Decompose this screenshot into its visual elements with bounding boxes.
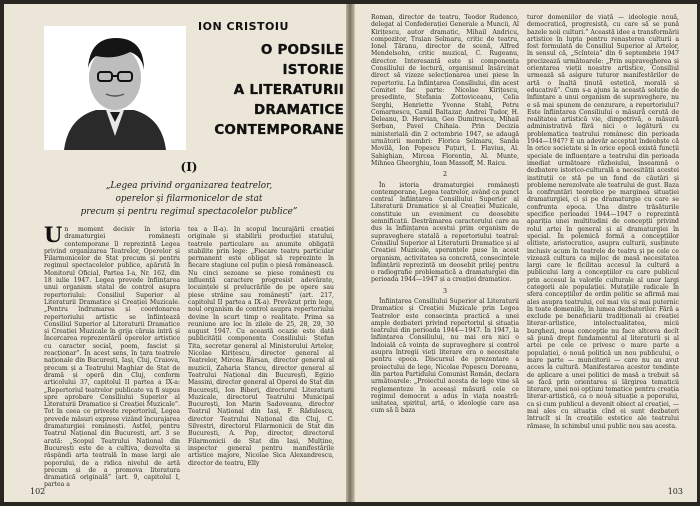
- right-column-2: [527, 14, 679, 492]
- title-line: A LITERATURII: [233, 82, 344, 98]
- section-number: 3: [442, 286, 448, 295]
- section-number: 2: [442, 170, 448, 179]
- paragraph: Roman, director de teatru, Teodor Rudenco, delegat al Confederației Generale a Muncii, Al Kirițescu, autor dramatic, Mihail Andricu, compozitor, Traian Șelmaru, critic de teatru, Ionel Țăranu, director de scenă, Alfred Mendelsohn, critic muzical, C. Rugeanu, director. Interesantă este și componența Consiliului de lectură, organismul însărcinat direct să vizeze selecționarea unei piese în repertoriu. La înființarea Consiliului, din acest Comitet fac parte: Nicolae Kirițescu, președinte, Ștefania Zottoviceanu, Celia Serghi, Henriette Yvonne Stahl, Petru Comarnescu, Camil Baltazar, Andrei Tudor, H. Deleanu, D. Hervian, Geo Dumitrescu, Mihail Șerban, Pavel Chihaia. Prin Decizia ministerială din 2 octombrie 1947, se adaugă următorii membri: Florica Șelmaru, Sanda Movilă, Ion Popescu Puțuri, I. Flavius, Al. Șahighian, Mircea Florentin, Al. Munte, Mihnea Gheorghiu, Ioan Massoff, M. Raicu.: [371, 14, 519, 167]
- portrait-illustration: [44, 26, 186, 150]
- page-number-left: 102: [30, 487, 46, 496]
- title-line: CONTEMPORANE: [214, 122, 344, 138]
- paragraph: turor domeniilor de viață — ideologie nouă, democratică, progresistă, cu care să se pună bazele noii culturi.” Această idee a transformării artistice în lupta pentru renașterea culturii a fost formulată de Consiliul Superior al Artelor, în sensul că, „Scînteia” din 6 septembrie 1947 precizează următoarele: „Prin supravegherea și orientarea vieții noastre artistice, Consiliul urmează să asigure tuturor manifestărilor de artă o înaltă ținută estetică, morală și educativă”. Cum s-a ajuns la această soluție de înființare a unui organism de supraveghere, nu e să mai spunem de cenzurare, a repertoriului? Este înființarea Consiliului o măsură cerută de realitatea artistică vie, dimpotrivă, o măsură administrativă fără nici o legătură cu problematica teatrului românesc din perioada 1944—1947? E un adevăr acceptat îndeobște că în orice societate și în orice epocă există funcții speciale de influențare a teatrului din perioada imediat următoare războiului, înseamnă o dezbatere istorico-culturală a necesității acestei instituții ce stă pe un fond de căutări și probleme nerezolvate ale teatrului de gust. Baza la confruntări teoretice pe marginea situației dramaturgiei, ci și pe dramaturgie cu care se confrunta epoca. Una dintre trăsăturile specifice perioadei 1944—1947 o reprezintă apariția unei multitudini de concepții privind rolul artei în general și al dramaturgiei în special. În polemică formă a concepțiilor elitiste, aristocratice, asupra culturii, susținute inclusiv acum în teatrele de teatru și pe cele ce vizează cultura ca mijloc de masă necesitatea largi care le ficilitau accesul la cultură a publicului larg a concepțiilor cu care publicul prin accesul la valorile culturale al unor largi categorii ale populației. Mutațiile radicale în sfera concepțiilor de ordin politic se afirmă mai ales asupra teatrului, cel mai viu și mai puternic în toate domeniile, în lumea dezbaterilor. Fără a exclude pe beneficiarii tradiționali ai creației literar-artistice, intelectualitatea, micii burghezi, noua concepție nu face altceva decît să pună drept fundamentul al literaturii și al artei pe cele ce privesc o mare parte a populației, o nouă politică un nou publicului, o mare parte — muncitorii — care nu au avut acces la cultură. Manifestarea acestor tendințe de aplicare a unei politici de masă a trebuit să se facă prin orientarea și lărgirea tematicii literare, unei noi opțiuni tematice pentru creația literar-artistică, ca o nouă situație a poporului, ca și cum publicul a devenit obiect al creației, — mai ales cu situația cînd ei sunt dezbateri întrucît și în creațiile estetice ale teatrului rămase, în schimbul unui public nou sau acesta.: [527, 14, 679, 430]
- book-gutter: [346, 4, 354, 502]
- left-column-2: [188, 226, 334, 488]
- author-name: ION CRISTOIU: [198, 20, 289, 33]
- title-line: DRAMATICE: [253, 102, 344, 118]
- drop-cap: U: [44, 226, 63, 247]
- page-number-right: 103: [667, 487, 683, 496]
- paragraph: tea a II-a). În scopul încurajării creației originale și stabilirii producției statului, teatrele particulare au anumite obligații stabilite prin lege: „Fiecare teatru particular permanent este obligat să reprezinte în fiecare stagiune cel puțin o piesă românească. Nu cinci sezoane se piese românești cu influență caractere progresist adevărate, locuințele și prelucrările de pe opere sau piese străine sau românești” (art. 217, capitolul II partea a IX-a). Prevăzut prin lege, noul organism de control asupra repertoriului devine în scurt timp o realitate. Prima sa reuniune are loc în zilele de 25, 28, 29, 30 august 1947. Cu această ocazie este dată publicității componența Consiliului: Ștefan Tita, secretar general al Ministerului Artelor, Nicolae Kirițescu, director general al Teatrelor, Mircea Bârsan, director general al muzicii, Zaharia Stancu, director general al Teatrului Național din București, Egizio Massini, director general al Operei de Stat din București, Ion Biberi, directorul Literaturii Muzicale, directorul Teatrului Municipal București, Ion Marin Sadoveanu, director Teatrul Național din Iași, F. Rădulescu, director Teatrului Național din Cluj, C. Silvestri, directorul Filarmonicii de Stat din București, A. Pop, director, directorul Filarmonicii de Stat din Iași, Mulține, inspector general pentru manifestările artistice majore, Nicolae Sica Alexandrescu, director de teatru, Elly: [188, 226, 334, 467]
- right-column-1: [371, 14, 519, 492]
- right-page: [354, 4, 697, 502]
- subtitle-line: „Legea privind organizarea teatrelor,: [105, 181, 273, 191]
- subtitle-line: operelor și filarmonicelor de stat: [115, 194, 263, 204]
- article-title: [196, 40, 344, 140]
- title-line: O PODSILE ISTORIE: [260, 42, 344, 78]
- author-photo: [44, 26, 186, 150]
- part-number: (I): [180, 160, 198, 174]
- paragraph: În istoria dramaturgiei românești contemporane, Legea teatrelor, având ca punct central înființarea Consiliului Superior al Literaturii Dramatice și al Creației Muzicale, constituie un eveniment cu deosebite semnificații. Destrămarea caracterului care au dus la înființarea acestui prim organism de supraveghere statală a repertoriului teatral: Consiliul Superior al Literaturii Dramatice și al Creației Muzicale, speranțele puse în acest organism, activitatea sa concretă, consecințele înființării reprezintă un deosebit prilej pentru o radiografie problematică a dramaturgiei din perioada 1944—1947 și a creației dramatice.: [371, 181, 519, 284]
- paragraph: n moment decisiv în istoria dramaturgiei românești contemporane îl reprezintă Legea privind organizarea Teatrelor, Operelor și Filarmonicelor de Stat precum și pentru regimul spectacolelor publice, apărută în Monitorul Oficial, Partea I-a, Nr. 162, din 18 iulie 1947. Legea prevede înființarea unui organism statal de control asupra repertoriului: Consiliul Superior al Literaturii Dramatice și Creației Muzicale. „Pentru îndrumarea și coordonarea repertoriului artistic se înființează Consiliul Superior al Literaturii Dramatice și Creației Muzicale în grija căruia intră și încercarea reprezentării operelor artistice cu caracter social, poem, fascist și reacționar”. În acest sens, în țara teatrele naționale din București, Iași, Cluj, Craiova, precum și a Teatrului Maghiar de Stat de dramă și operă din Cluj, conform articolului 37, capitolul II partea a IX-a: „Repertoriul teatrelor publicate va fi supus spre aprobare Consiliului Superior al Literaturii Dramatice și Creației Muzicale”. Tot în ceea ce privește repertoriul, Legea prevede măsuri exprese vizând încurajarea dramaturgiei românești. Astfel, pentru Teatrul Național din București, art. 3 se arată: „Scopul Teatrului Național din București este de a cultiva, dezvolta și răspândi arta teatrală în mase largi ale poporului, de a ridica nivelul de artă precum și de a promova literatura dramatică originală” (art. 9, capitolul I, partea a: [44, 226, 180, 488]
- paragraph: Înființarea Consiliului Superior al Literaturii Dramatice și Creației Muzicale prin Legea Teatrelor este consecința practică a unei ample dezbateri privind repertoriul și situația teatrului din perioada 1944—1947. În 1947, la înființarea Consiliului, nu mai era nici o îndoială că voința de supraveghere și control asupra întregii vieți literare era o necesitate pentru epoca. Discursul de prezentare a proiectului de lege, Nicolae Popescu Doreanu, din partea Partidului Comunist Român, declara următoarele: „Proiectul acesta de lege vine să reglementeze în aceeași măsură cele ce regimul democrat a adus în viața noastră: unitatea, spiritul, artă, o ideologie care așa cum să îi baza: [371, 297, 519, 415]
- left-column-1: [44, 226, 180, 488]
- law-subtitle: [44, 180, 334, 219]
- subtitle-line: precum și pentru regimul spectacolelor publice”: [80, 207, 298, 217]
- left-page: [4, 4, 347, 502]
